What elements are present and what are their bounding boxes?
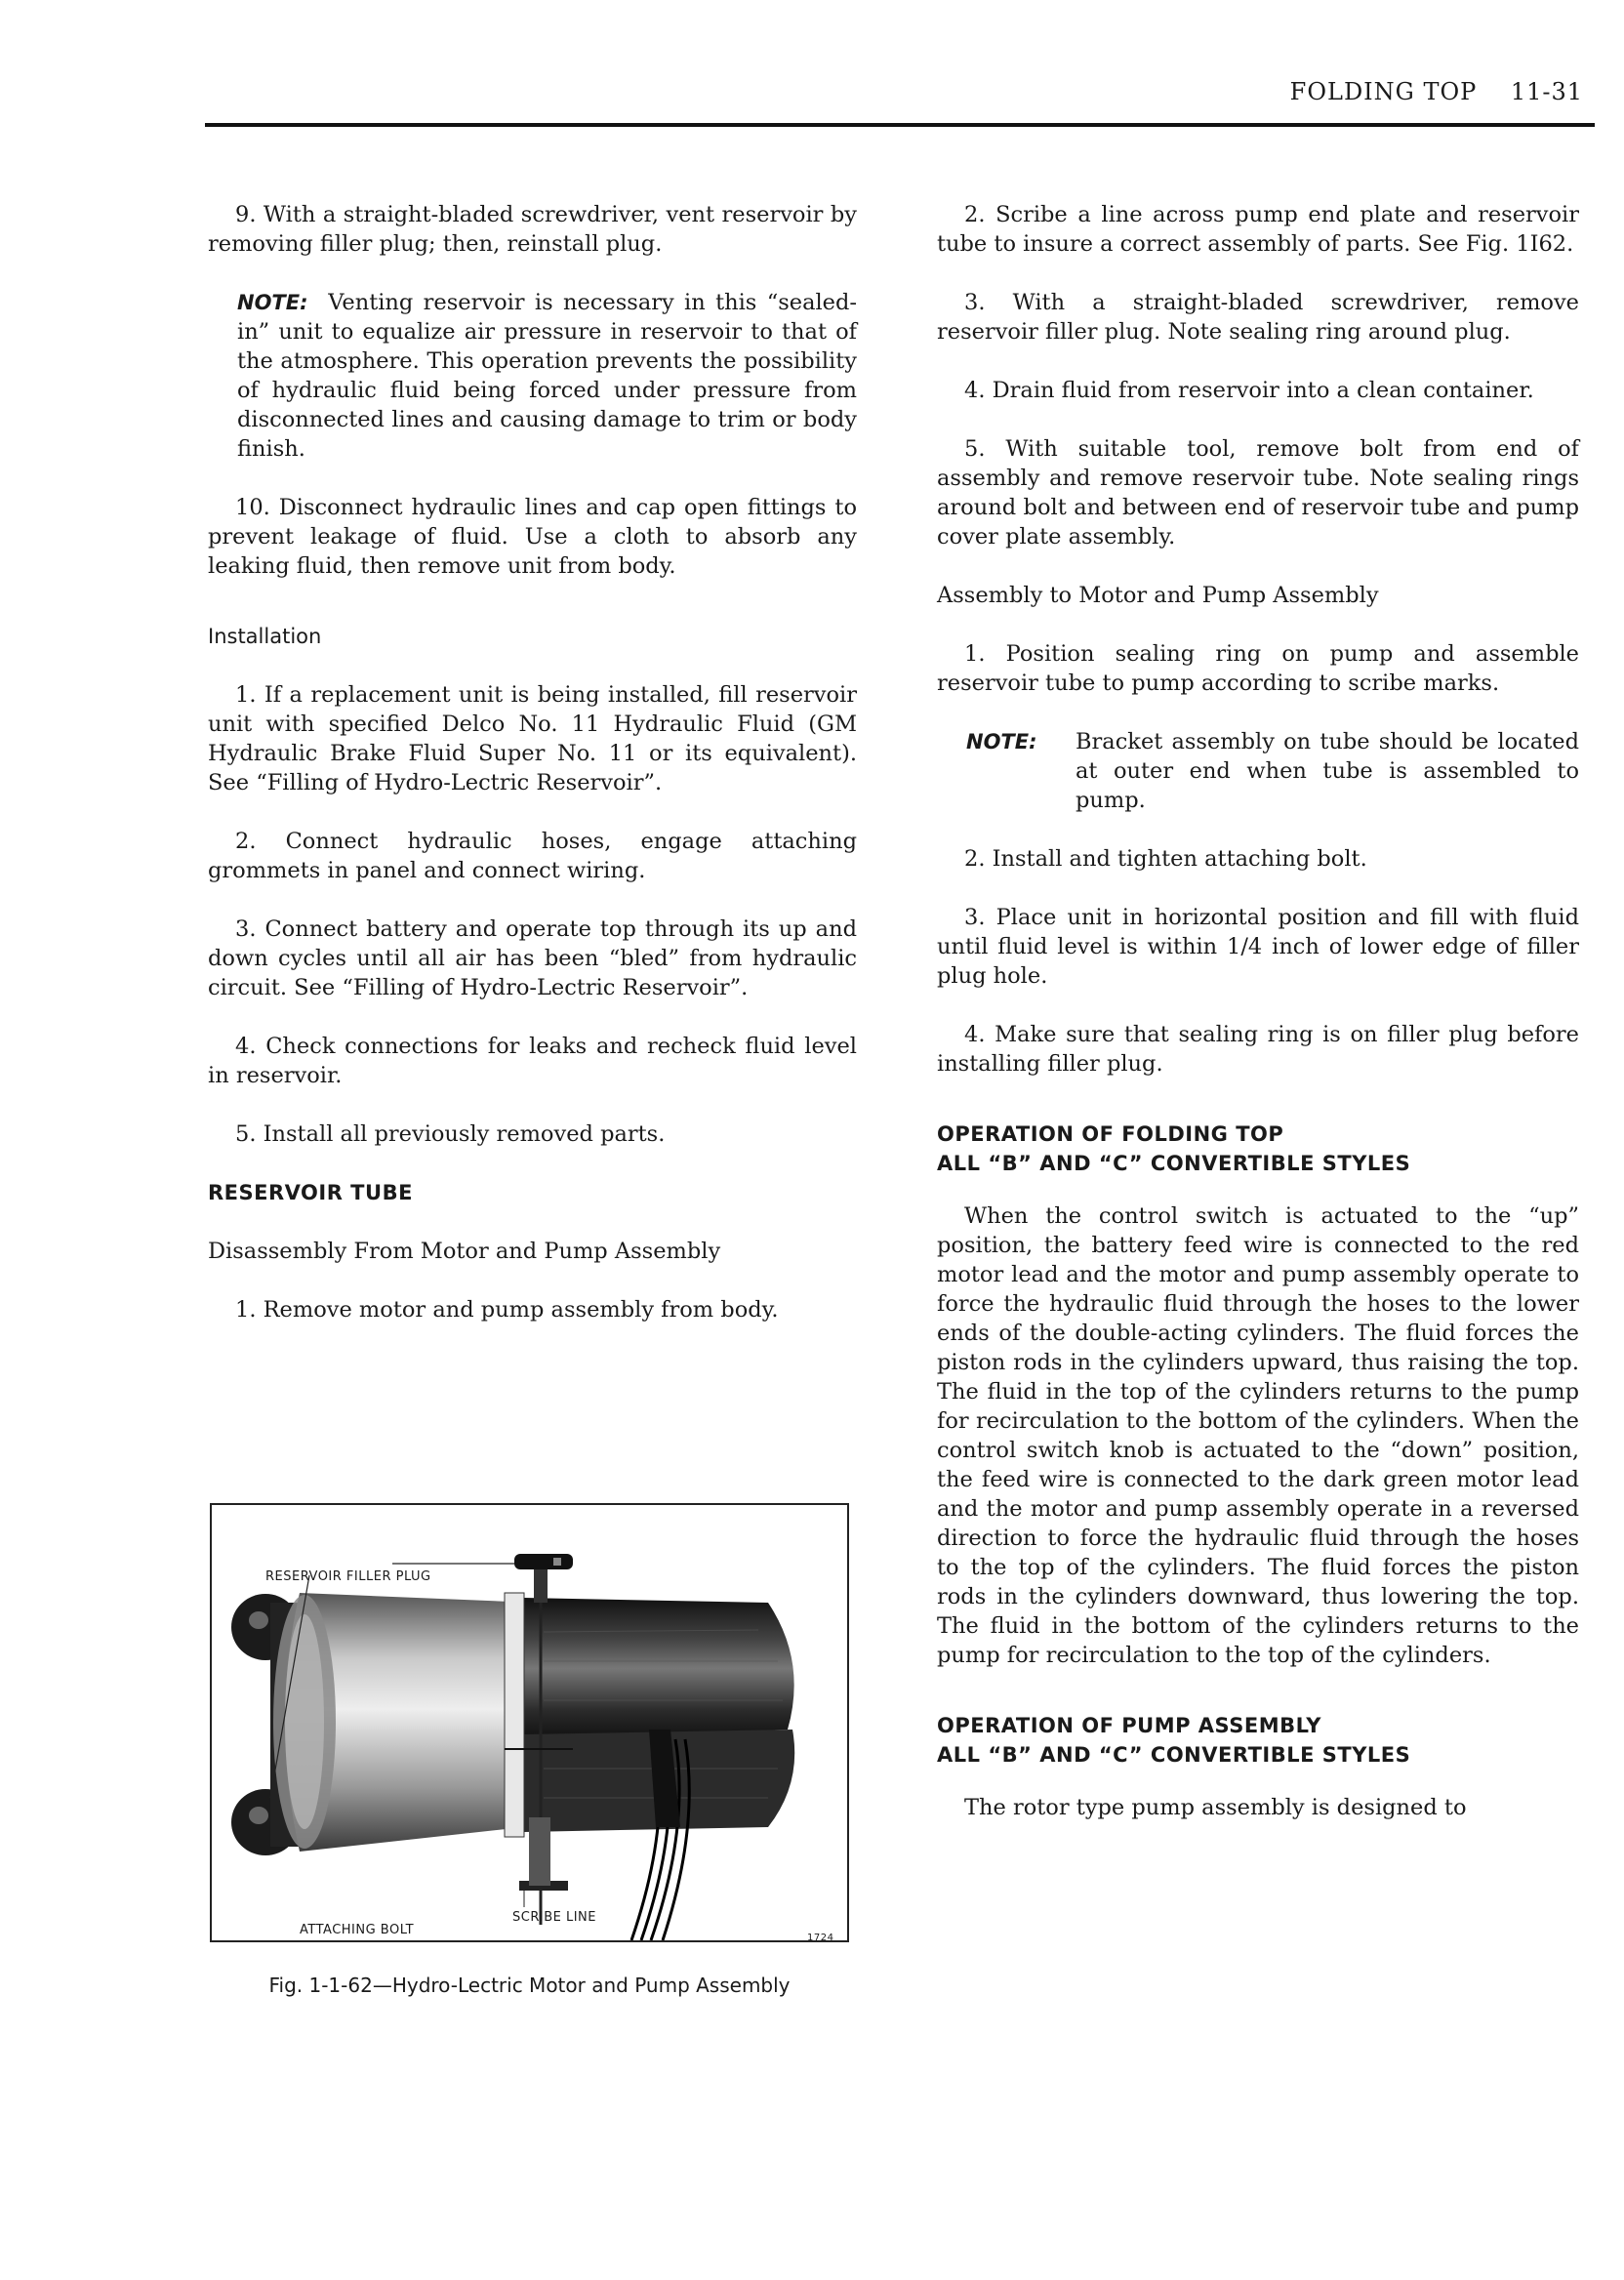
note-text: Venting reservoir is necessary in this “sealed-in” unit to equalize air pressure in reservoir to that of the atmosphere. This operation prevents the possibility of hydraulic fluid being forced under pressure from disconnected lines and causing damage to trim or body finish.	[237, 290, 857, 462]
right-column	[937, 200, 1579, 1852]
header-rule	[205, 123, 1595, 127]
heading-line-2: ALL “B” AND “C” CONVERTIBLE STYLES	[937, 1743, 1411, 1767]
venting-note	[237, 288, 857, 464]
note-text: Bracket assembly on tube should be located at outer end when tube is assembled to pump.	[1076, 729, 1579, 813]
disassembly-step-3: 3. With a straight-bladed screwdriver, remove reservoir filler plug. Note sealing ring around plug.	[937, 290, 1579, 345]
heading-line-1: OPERATION OF PUMP ASSEMBLY	[937, 1714, 1321, 1737]
disassembly-step-5: 5. With suitable tool, remove bolt from end of assembly and remove reservoir tube. Note sealing rings around bolt and between end of reservoir tube and pump cover plate assembly.	[937, 436, 1579, 550]
step-10: 10. Disconnect hydraulic lines and cap open fittings to prevent leakage of fluid. Use a cloth to absorb any leaking fluid, then remove unit from body.	[208, 495, 857, 579]
install-step-1: 1. If a replacement unit is being installed, fill reservoir unit with specified Delco No. 11 Hydraulic Fluid (GM Hydraulic Brake Fluid Super No. 11 or its equivalent). See “Filling of Hydro-Lectric Reservoir”.	[208, 682, 857, 795]
assembly-step-3: 3. Place unit in horizontal position and fill with fluid until fluid level is within 1/4 inch of lower edge of filler plug hole.	[937, 905, 1579, 989]
heading-line-2: ALL “B” AND “C” CONVERTIBLE STYLES	[937, 1152, 1411, 1175]
heading-line-1: OPERATION OF FOLDING TOP	[937, 1122, 1284, 1146]
filler-plug	[514, 1554, 573, 1569]
folding-top-operation-text: When the control switch is actuated to the “up” position, the battery feed wire is connected to the red motor lead and the motor and pump assembly operate to force the hydraulic fluid through the hoses to the lower ends of the double-acting cylinders. The fluid forces the piston rods in the cylinders upward, thus raising the top. The fluid in the top of the cylinders returns to the pump for recirculation to the bottom of the cylinders. When the control switch knob is actuated to the “down” position, the feed wire is connected to the dark green motor lead and the motor and pump assembly operate in a reversed direction to force the hydraulic fluid through the hoses to the top of the cylinders. The fluid forces the piston rods in the cylinders downward, thus lowering the top. The fluid in the bottom of the cylinders returns to the pump for recirculation to the top of the cylinders.	[937, 1203, 1579, 1668]
section-title: FOLDING TOP	[1289, 78, 1478, 105]
install-step-3: 3. Connect battery and operate top through its up and down cycles until all air has been “bled” from hydraulic circuit. See “Filling of Hydro-Lectric Reservoir”.	[208, 916, 857, 1000]
disassembly-step-2: 2. Scribe a line across pump end plate and reservoir tube to insure a correct assembly of parts. See Fig. 1I62.	[937, 202, 1579, 257]
install-step-2: 2. Connect hydraulic hoses, engage attaching grommets in panel and connect wiring.	[208, 829, 857, 883]
left-column	[208, 200, 857, 1354]
install-step-5: 5. Install all previously removed parts.	[235, 1121, 666, 1147]
disassembly-heading: Disassembly From Motor and Pump Assembly	[208, 1239, 721, 1264]
disassembly-step-4: 4. Drain fluid from reservoir into a clean container.	[964, 378, 1534, 403]
assembly-heading: Assembly to Motor and Pump Assembly	[937, 583, 1379, 608]
reservoir-tube	[524, 1598, 794, 1739]
page-header	[205, 78, 1595, 125]
motor-pump-figure	[210, 1503, 849, 1942]
header-title	[1290, 78, 1583, 105]
install-step-4: 4. Check connections for leaks and recheck fluid level in reservoir.	[208, 1034, 857, 1088]
installation-heading: Installation	[208, 625, 322, 648]
pump-operation-text: The rotor type pump assembly is designed to	[964, 1795, 1467, 1820]
filler-plug-label: RESERVOIR FILLER PLUG	[265, 1569, 431, 1584]
bracket-note	[966, 727, 1579, 815]
step-9: 9. With a straight-bladed screwdriver, vent reservoir by removing filler plug; then, reinstall plug.	[208, 202, 857, 257]
assembly-step-1: 1. Position sealing ring on pump and assemble reservoir tube to pump according to scribe marks.	[937, 641, 1579, 696]
disassembly-step-1: 1. Remove motor and pump assembly from body.	[235, 1297, 779, 1323]
note-label: NOTE:	[966, 730, 1037, 753]
reservoir-tube-heading: RESERVOIR TUBE	[208, 1181, 413, 1204]
attaching-bolt-label: ATTACHING BOLT	[300, 1923, 415, 1937]
image-number: 1724	[807, 1933, 834, 1942]
scribe-line-label: SCRIBE LINE	[512, 1910, 596, 1925]
pump-operation-heading	[937, 1711, 1579, 1770]
assembly-step-2: 2. Install and tighten attaching bolt.	[964, 846, 1367, 872]
figure-caption: Fig. 1-1-62—Hydro-Lectric Motor and Pump Assembly	[268, 1974, 791, 1997]
page-number: 11-31	[1510, 78, 1583, 105]
folding-top-operation-heading	[937, 1120, 1579, 1178]
note-label: NOTE:	[237, 291, 308, 314]
assembly-step-4: 4. Make sure that sealing ring is on filler plug before installing filler plug.	[937, 1022, 1579, 1077]
